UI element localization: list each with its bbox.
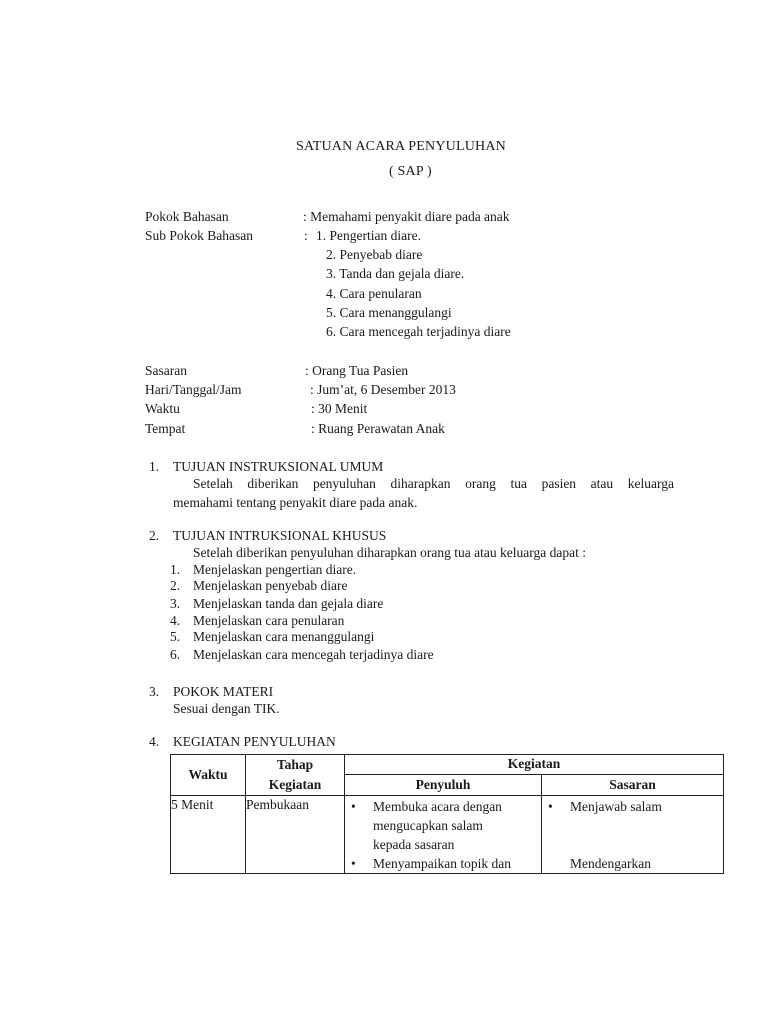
- section-paragraph: Setelah diberikan penyuluhan diharapkan orang tua pasien atau keluarga: [193, 476, 674, 491]
- bullet-item: [345, 797, 541, 854]
- bullet-icon: [548, 854, 570, 873]
- cell-sasaran: [542, 796, 724, 874]
- list-item: Menjelaskan cara penularan: [193, 613, 345, 628]
- page-title: SATUAN ACARA PENYULUHAN: [296, 139, 506, 154]
- cell-penyuluh: [345, 796, 542, 874]
- sub-item: 3. Tanda dan gejala diare.: [326, 266, 465, 281]
- list-item: Menjelaskan cara menanggulangi: [193, 629, 375, 644]
- cell-tahap: Pembukaan: [246, 796, 345, 874]
- header-tahap-line1: Tahap: [276, 757, 314, 772]
- pokok-value: : Memahami penyakit diare pada anak: [303, 209, 510, 224]
- section-heading: KEGIATAN PENYULUHAN: [173, 734, 336, 749]
- cell-waktu: 5 Menit: [171, 796, 246, 874]
- section-number: 2.: [149, 528, 160, 543]
- section-heading: TUJUAN INSTRUKSIONAL UMUM: [173, 459, 384, 474]
- tempat-value: : Ruang Perawatan Anak: [311, 421, 445, 436]
- sasaran-label: Sasaran: [145, 363, 187, 378]
- bullet-icon: •: [351, 856, 356, 871]
- list-item-number: 1.: [170, 562, 181, 577]
- list-item-number: 6.: [170, 647, 181, 662]
- page-subtitle: ( SAP ): [389, 164, 432, 179]
- bullet-text: Menjawab salam: [570, 799, 662, 814]
- list-item-number: 3.: [170, 596, 181, 611]
- section-number: 1.: [149, 459, 160, 474]
- section-heading: TUJUAN INTRUKSIONAL KHUSUS: [173, 528, 387, 543]
- sub-item: 1. Pengertian diare.: [316, 228, 421, 243]
- bullet-icon: •: [548, 799, 553, 814]
- sub-item: 6. Cara mencegah terjadinya diare: [326, 324, 511, 339]
- section-paragraph: Sesuai dengan TIK.: [173, 701, 280, 716]
- list-item: Menjelaskan tanda dan gejala diare: [193, 596, 384, 611]
- sub-label: Sub Pokok Bahasan: [145, 228, 253, 243]
- sasaran-value: : Orang Tua Pasien: [305, 363, 409, 378]
- header-tahap-line2: Kegiatan: [268, 777, 322, 792]
- kegiatan-table: [170, 754, 724, 874]
- list-item-number: 5.: [170, 629, 181, 644]
- hari-label: Hari/Tanggal/Jam: [145, 382, 242, 397]
- bullet-text: Membuka acara dengan: [373, 799, 502, 814]
- section-number: 3.: [149, 684, 160, 699]
- list-item-number: 4.: [170, 613, 181, 628]
- bullet-text: kepada sasaran: [373, 837, 455, 852]
- header-kegiatan: Kegiatan: [345, 755, 724, 775]
- section-number: 4.: [149, 734, 160, 749]
- tempat-label: Tempat: [145, 421, 186, 436]
- section-intro: Setelah diberikan penyuluhan diharapkan orang tua atau keluarga dapat :: [193, 545, 586, 560]
- header-waktu: Waktu: [171, 755, 246, 796]
- bullet-icon: •: [351, 799, 356, 814]
- list-item-number: 2.: [170, 578, 181, 593]
- table-row: [171, 796, 724, 874]
- header-sasaran: Sasaran: [542, 774, 724, 795]
- header-tahap-kegiatan: [246, 755, 345, 796]
- sub-item: 2. Penyebab diare: [326, 247, 423, 262]
- bullet-item: [542, 854, 723, 873]
- pokok-label: Pokok Bahasan: [145, 209, 229, 224]
- sub-item: 5. Cara menanggulangi: [326, 305, 452, 320]
- bullet-item: [542, 797, 723, 816]
- bullet-item: [345, 854, 541, 873]
- hari-value: : Jum’at, 6 Desember 2013: [310, 382, 456, 397]
- section-paragraph: memahami tentang penyakit diare pada anak.: [173, 495, 418, 510]
- bullet-text: Mendengarkan: [570, 856, 651, 871]
- waktu-label: Waktu: [145, 401, 180, 416]
- sub-item: 4. Cara penularan: [326, 286, 422, 301]
- list-item: Menjelaskan pengertian diare.: [193, 562, 357, 577]
- list-item: Menjelaskan cara mencegah terjadinya diare: [193, 647, 434, 662]
- sub-colon: :: [304, 228, 308, 243]
- list-item: Menjelaskan penyebab diare: [193, 578, 348, 593]
- header-penyuluh: Penyuluh: [345, 774, 542, 795]
- bullet-text: Menyampaikan topik dan: [373, 856, 511, 871]
- bullet-text: mengucapkan salam: [373, 818, 483, 833]
- section-heading: POKOK MATERI: [173, 684, 274, 699]
- waktu-value: : 30 Menit: [311, 401, 368, 416]
